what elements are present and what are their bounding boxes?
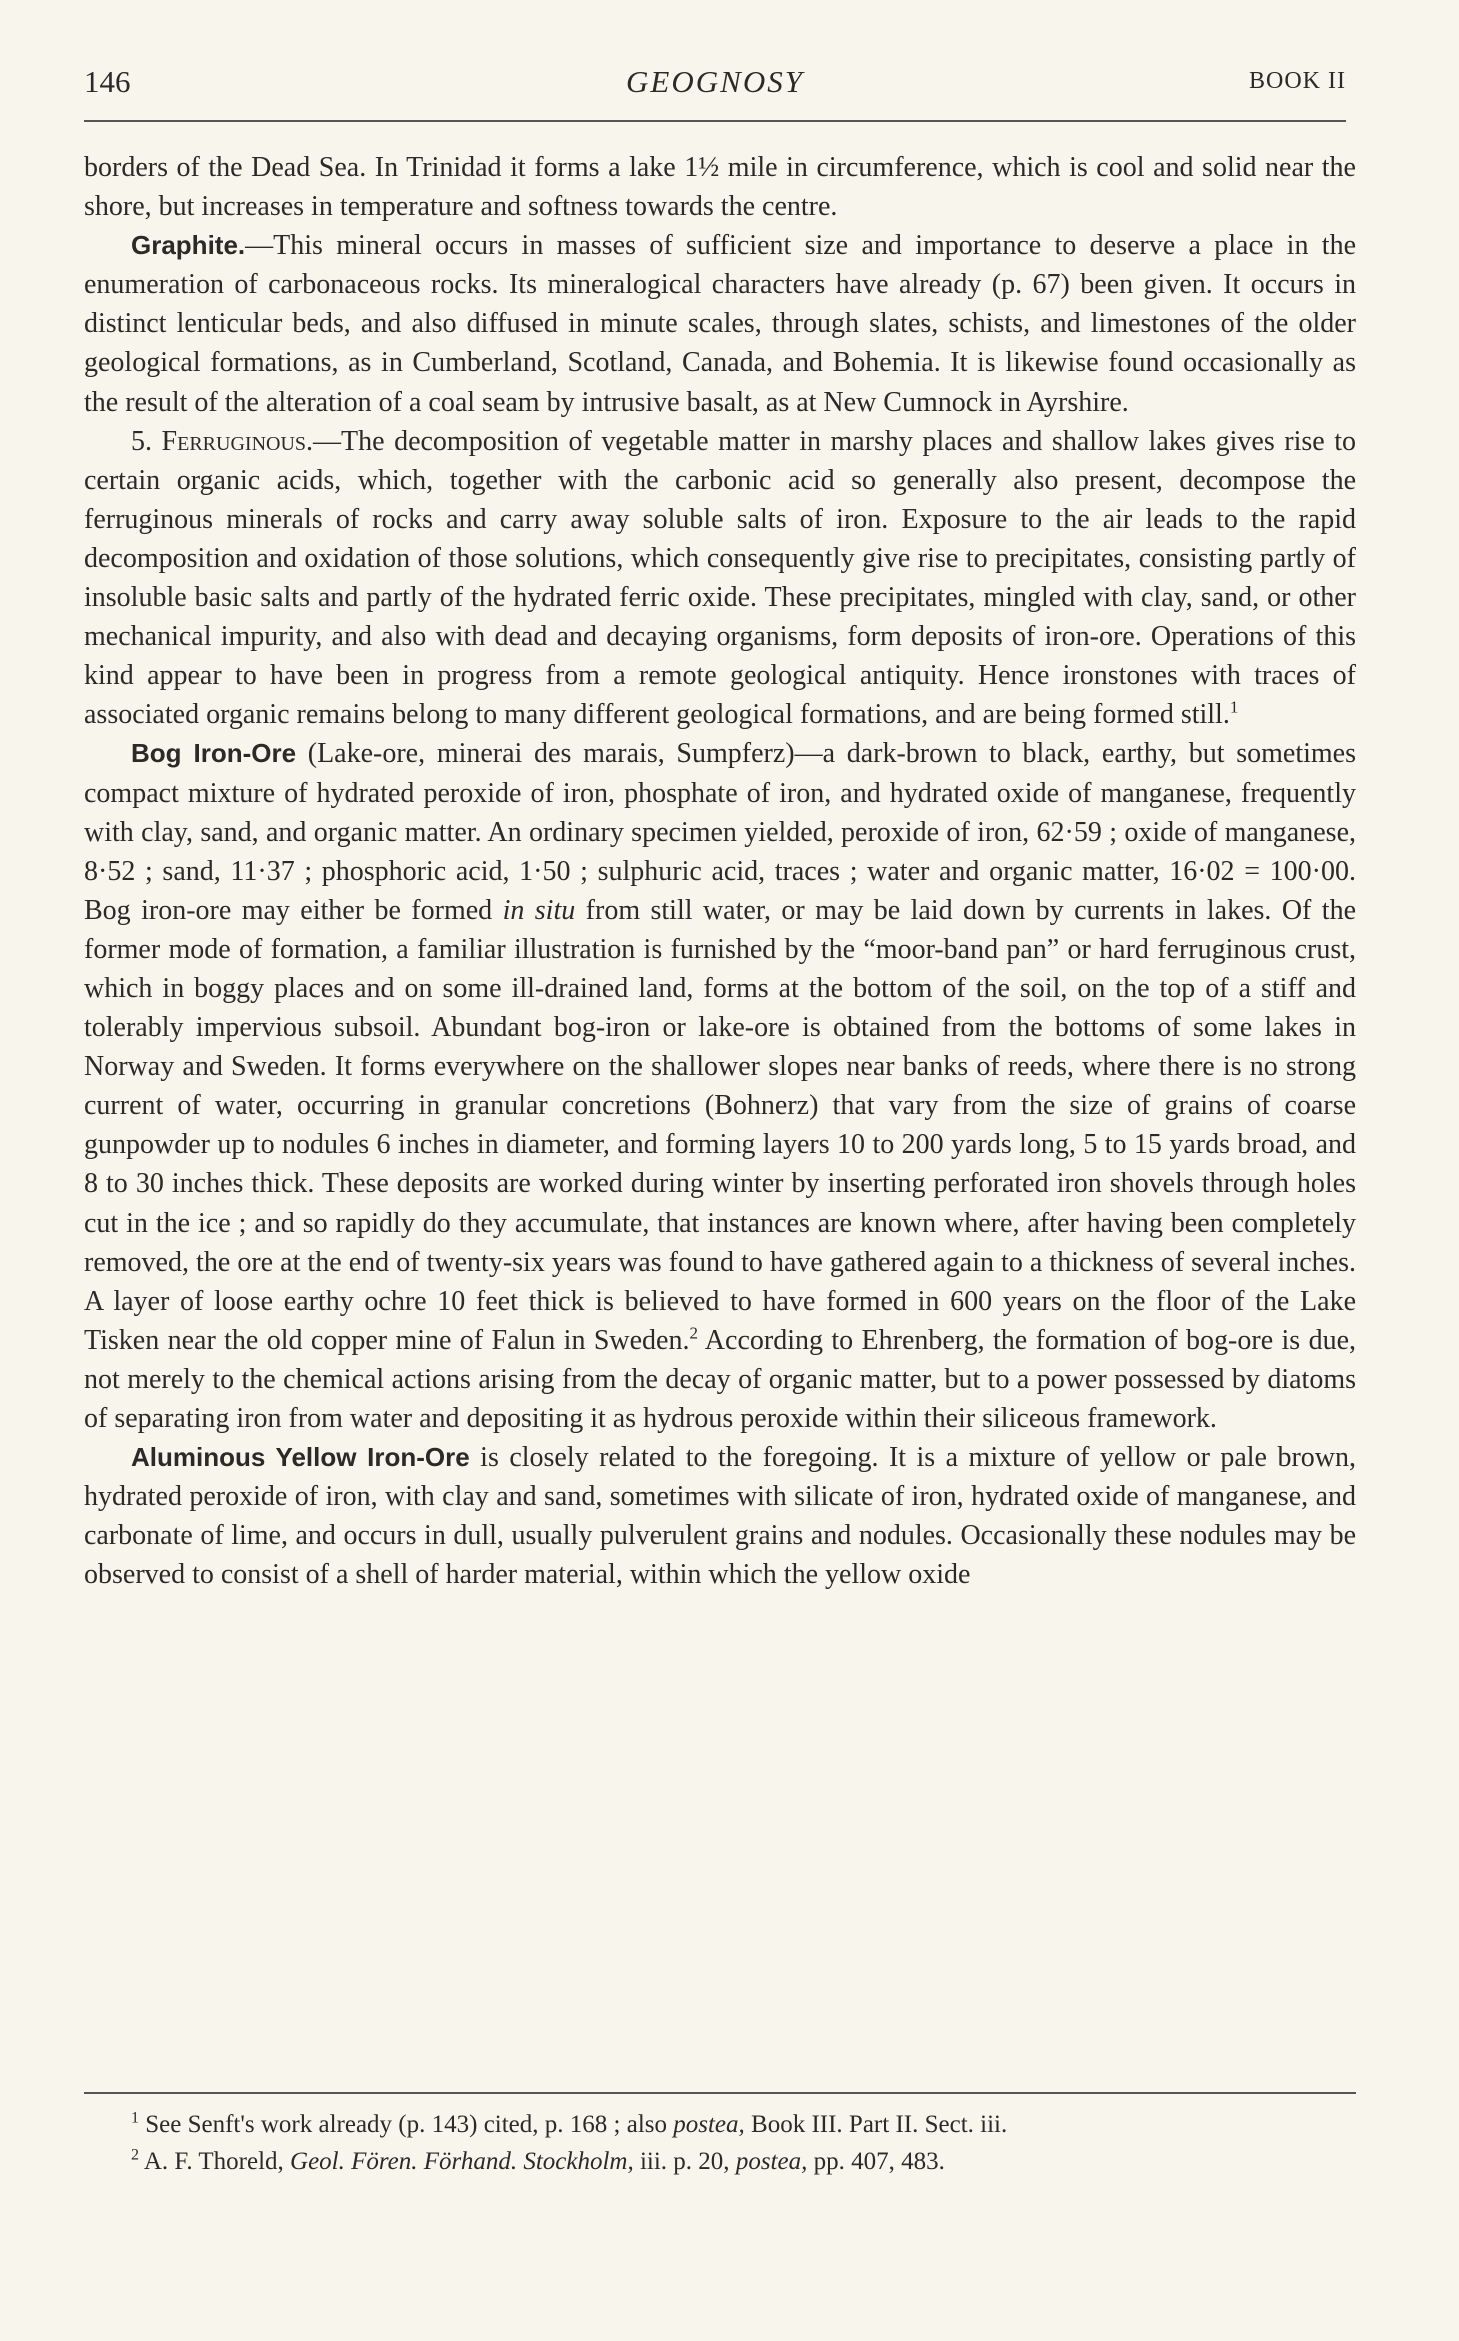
footnote-1-marker: 1 (131, 2109, 139, 2127)
paragraph-graphite (84, 226, 1356, 421)
section-number: 5. (131, 425, 162, 457)
paragraph-bog-iron-ore (84, 734, 1356, 1438)
footnote-2-text-c: pp. 407, 483. (807, 2148, 945, 2175)
heading-ferruginous: Ferruginous. (161, 425, 314, 457)
graphite-text: —This mineral occurs in masses of sufficient size and importance to deserve a place in the enumeration of carbonaceous rocks. Its mineralogical characters have already (p. 67) been given. It occurs in distinct lenticular beds, and also diffused in minute scales, through slates, schists, and limestones of the older geological formations, as in Cumberland, Scotland, Canada, and Bohemia. It is likewise found occasionally as the result of the alteration of a coal seam by intrusive basalt, as at New Cumnock in Ayrshire. (84, 230, 1356, 418)
footnote-rule (84, 2092, 1356, 2094)
heading-graphite: Graphite. (131, 230, 246, 261)
paragraph-aluminous (84, 1438, 1356, 1594)
header-rule (84, 120, 1346, 122)
running-title: GEOGNOSY (626, 64, 804, 99)
footnote-1 (84, 2106, 1356, 2143)
book-label: BOOK II (1249, 68, 1346, 94)
footnote-ref-2[interactable]: 2 (689, 1323, 698, 1343)
paragraph-ferruginous (84, 422, 1356, 735)
footnote-2 (84, 2143, 1356, 2180)
footnote-1-text-a: See Senft's work already (p. 143) cited, p. 168 ; also (139, 2111, 674, 2138)
heading-bog-iron-ore: Bog Iron-Ore (131, 738, 297, 769)
ferruginous-text: —The decomposition of vegetable matter in marshy places and shallow lakes gives rise to certain organic acids, which, together with the carbonic acid so generally also present, decompose the ferruginous minerals of rocks and carry away soluble salts of iron. Exposure to the air leads to the rapid decomposition and oxidation of those solutions, which consequently give rise to precipitates, consisting partly of insoluble basic salts and partly of the hydrated ferric oxide. These precipitates, mingled with clay, sand, or other mechanical impurity, and also with dead and decaying organisms, form deposits of iron-ore. Operations of this kind appear to have been in progress from a remote geological antiquity. Hence ironstones with traces of associated organic remains belong to many different geological formations, and are being formed still. (84, 425, 1357, 731)
running-head (84, 62, 1346, 102)
footnote-2-text-a: A. F. Thoreld, (139, 2148, 291, 2175)
bog-text-1: (Lake-ore, minerai des marais, Sumpferz)—a dark-brown to black, earthy, but sometimes compact mixture of hydrated peroxide of iron, phosphate of iron, and hydrated oxide of manganese, frequently with clay, sand, and organic matter. An ordinary specimen yielded, peroxide of iron, 62·59 ; oxide of manganese, 8·52 ; sand, 11·37 ; phosphoric acid, 1·50 ; sulphuric acid, traces ; water and organic matter, 16·02 = 100·00. Bog iron-ore may either be formed (84, 738, 1356, 926)
body-text (84, 148, 1356, 1594)
footnote-2-postea: postea, (735, 2148, 808, 2175)
page-number: 146 (84, 64, 131, 99)
bog-in-situ: in situ (502, 894, 576, 926)
aluminous-text: is closely related to the foregoing. It is a mixture of yellow or pale brown, hydrated peroxide of iron, with clay and sand, sometimes with silicate of iron, hydrated oxide of manganese, and carbonate of lime, and occurs in dull, usually pulverulent grains and nodules. Occasionally these nodules may be observed to consist of a shell of harder material, within which the yellow oxide (84, 1442, 1356, 1591)
footnote-1-postea: postea, (673, 2111, 745, 2138)
bog-text-2: from still water, or may be laid down by currents in lakes. Of the former mode of formation, a familiar illustration is furnished by the “moor-band pan” or hard ferruginous crust, which in boggy places and on some ill-drained land, forms at the bottom of the soil, on the top of a stiff and tolerably impervious subsoil. Abundant bog-iron or lake-ore is obtained from the bottoms of some lakes in Norway and Sweden. It forms everywhere on the shallower slopes near banks of reeds, where there is no strong current of water, occurring in granular concretions (Bohnerz) that vary from the size of grains of coarse gunpowder up to nodules 6 inches in diameter, and forming layers 10 to 200 yards long, 5 to 15 yards broad, and 8 to 30 inches thick. These deposits are worked during winter by inserting perforated iron shovels through holes cut in the ice ; and so rapidly do they accumulate, that instances are known where, after having been completely removed, the ore at the end of twenty-six years was found to have gathered again to a thickness of several inches. A layer of loose earthy ochre 10 feet thick is believed to have formed in 600 years on the floor of the Lake Tisken near the old copper mine of Falun in Sweden. (84, 894, 1356, 1356)
paragraph-dead-sea: borders of the Dead Sea. In Trinidad it forms a lake 1½ mile in circumference, which is cool and solid near the shore, but increases in temperature and softness towards the centre. (84, 152, 1356, 223)
bog-text-3: According to Ehrenberg, the formation of bog-ore is due, not merely to the chemical actions arising from the decay of organic matter, but to a power possessed by diatoms of separating iron from water and depositing it as hydrous peroxide within their siliceous framework. (84, 1324, 1356, 1434)
footnotes (84, 2106, 1356, 2180)
footnote-2-text-b: iii. p. 20, (633, 2148, 736, 2175)
heading-aluminous: Aluminous Yellow Iron-Ore (131, 1442, 470, 1473)
footnote-2-marker: 2 (131, 2146, 139, 2164)
footnote-1-text-b: Book III. Part II. Sect. iii. (744, 2111, 1008, 2138)
footnote-2-journal: Geol. Fören. Förhand. Stockholm, (290, 2148, 634, 2175)
footnote-ref-1[interactable]: 1 (1229, 697, 1239, 717)
